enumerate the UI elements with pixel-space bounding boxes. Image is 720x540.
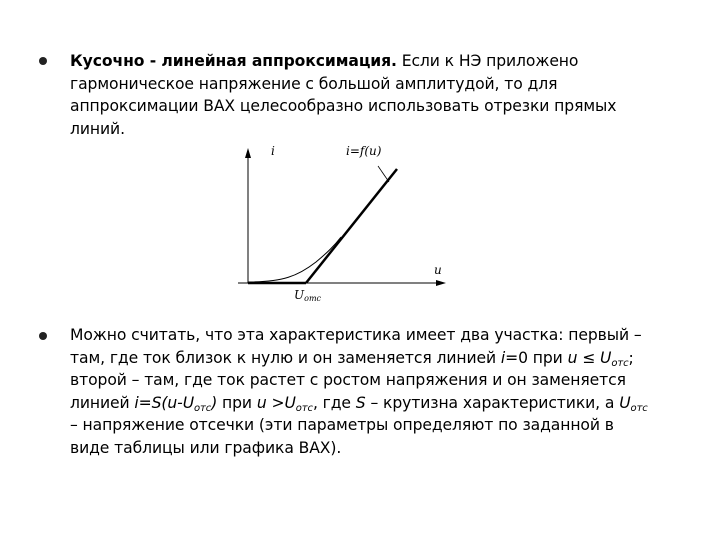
x-axis-arrow-icon xyxy=(436,280,446,286)
text-line: гармоническое напряжение с большой амплитудой, то для xyxy=(70,74,558,93)
paragraph-piecewise-approximation xyxy=(70,50,690,140)
text-line: Можно считать, что эта характеристика имеет два участка: первый – xyxy=(70,326,642,344)
gt-sign: > xyxy=(266,393,285,412)
text-line: второй – там, где ток растет с ростом напряжения и он заменяется xyxy=(70,371,626,389)
text-line: виде таблицы или графика ВАХ). xyxy=(70,438,342,457)
text-line: – напряжение отсечки (эти параметры определяют по заданной в xyxy=(70,416,614,434)
heading-piecewise-linear: Кусочно - линейная аппроксимация. xyxy=(70,52,397,70)
paragraph-line xyxy=(70,50,690,73)
y-axis-label: i xyxy=(271,144,275,158)
bullet-point-1 xyxy=(39,57,47,65)
text-line xyxy=(70,392,700,415)
sub-ots: отс xyxy=(295,402,313,414)
var-u: u xyxy=(567,348,578,367)
text-line: Если к НЭ приложено xyxy=(396,52,579,70)
cutoff-label-main: U xyxy=(294,288,305,302)
curve-label-leader xyxy=(378,166,389,182)
paragraph-two-regions xyxy=(70,324,700,459)
sub-ots: отс xyxy=(611,357,629,369)
cutoff-label-sub: отс xyxy=(304,294,322,303)
text-line: аппроксимации ВАХ целесообразно использовать отрезки прямых xyxy=(70,97,617,115)
curve-function-label: i=f(u) xyxy=(346,144,382,158)
vax-graph xyxy=(228,138,458,308)
sub-ots: отс xyxy=(630,402,648,414)
text-span: =0 при xyxy=(505,348,568,367)
text-span: там, где ток близок к нулю и он заменяется линией xyxy=(70,348,501,367)
formula-close: ) xyxy=(211,393,218,412)
text-span: ; xyxy=(628,348,634,367)
text-span: линией xyxy=(70,393,135,412)
text-line: линий. xyxy=(70,119,125,138)
var-S: S xyxy=(355,393,366,412)
var-U: U xyxy=(284,393,296,412)
text-line xyxy=(70,347,700,370)
bullet-point-2 xyxy=(39,332,47,340)
le-sign: ≤ xyxy=(577,348,601,367)
y-axis-arrow-icon xyxy=(245,148,251,158)
sub-ots: отс xyxy=(194,402,212,414)
text-span: при xyxy=(217,393,257,412)
text-span: – крутизна характеристики, а xyxy=(365,393,620,412)
var-u: u xyxy=(256,393,267,412)
var-i: i xyxy=(500,348,506,367)
var-U: U xyxy=(619,393,631,412)
text-span: , где xyxy=(312,393,356,412)
formula: i=S(u-U xyxy=(134,393,195,412)
x-axis-label: u xyxy=(434,263,442,277)
var-U: U xyxy=(600,348,612,367)
cutoff-voltage-label xyxy=(294,288,322,303)
approx-line-slope xyxy=(306,169,397,283)
vax-curve xyxy=(248,237,341,282)
